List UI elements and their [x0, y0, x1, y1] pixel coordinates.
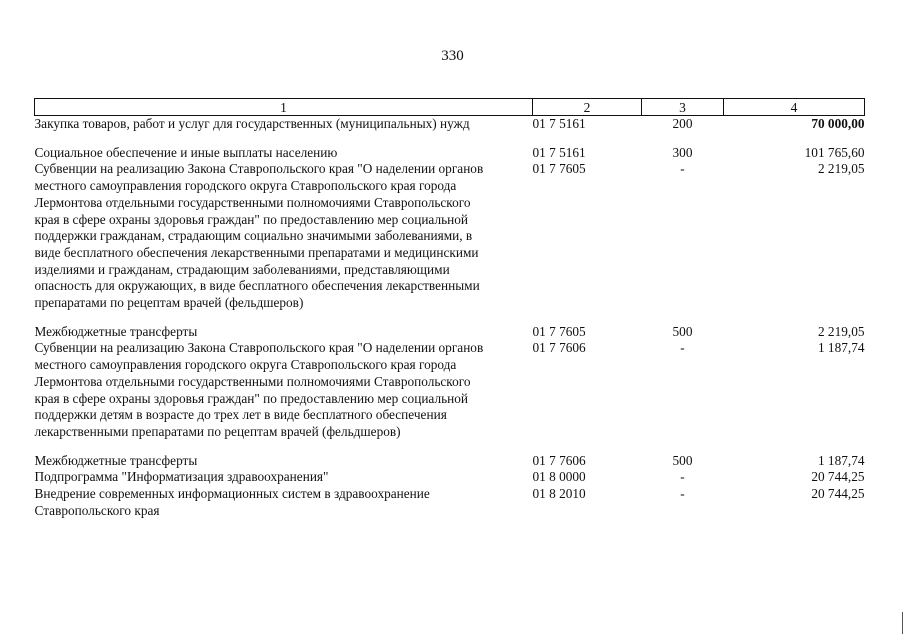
table-header	[35, 99, 865, 116]
row-name-line: лекарственными препаратами по рецептам врачей (фельдшеров)	[34, 423, 401, 439]
row-code: 01 7 7605	[532, 161, 586, 177]
row-name-line: препаратами по рецептам врачей (фельдшеров)	[34, 295, 304, 311]
row-name-line: поддержки гражданам, страдающим социально значимыми заболеваниями, в	[34, 228, 473, 244]
row-type: 200	[672, 116, 693, 131]
row-type: 300	[672, 144, 693, 160]
row-type: -	[680, 340, 685, 356]
column-header-4: 4	[724, 99, 865, 116]
table-row	[35, 161, 865, 311]
column-header-1: 1	[35, 99, 533, 116]
table-row	[35, 486, 865, 519]
row-type: -	[680, 161, 685, 177]
row-code: 01 7 5161	[532, 144, 586, 160]
row-name-line: Внедрение современных информационных систем в здравоохранение	[34, 486, 430, 502]
table-row	[35, 469, 865, 486]
row-name-line: Субвенции на реализацию Закона Ставропольского края "О наделении органов	[34, 340, 484, 356]
row-type: -	[680, 469, 685, 485]
row-name: Межбюджетные трансферты	[34, 452, 198, 468]
row-name-line: края в сфере охраны здоровья граждан" по предоставлению мер социальной	[34, 211, 469, 227]
row-sum: 2 219,05	[817, 323, 865, 339]
header-row	[35, 99, 865, 116]
budget-table	[34, 98, 865, 519]
row-type: 500	[672, 323, 693, 339]
scan-edge-mark	[902, 612, 903, 634]
row-type: 500	[672, 452, 693, 468]
row-sum: 1 187,74	[817, 452, 865, 468]
row-name-line: виде бесплатного обеспечения лекарственными препаратами и медицинскими	[34, 244, 479, 260]
row-name	[35, 161, 533, 311]
table-row	[35, 145, 865, 162]
row-sum: 1 187,74	[817, 340, 865, 356]
table-row	[35, 324, 865, 341]
row-code: 01 7 5161	[532, 116, 586, 131]
row-code: 01 7 7605	[532, 323, 586, 339]
table-row	[35, 340, 865, 440]
row-name	[35, 486, 533, 519]
row-name-line: местного самоуправления городского округа Ставропольского края города	[34, 178, 457, 194]
row-name: Межбюджетные трансферты	[34, 323, 198, 339]
row-type: -	[680, 486, 685, 502]
row-name-line: края в сфере охраны здоровья граждан" по предоставлению мер социальной	[34, 390, 469, 406]
row-spacer	[35, 441, 865, 453]
table-body	[35, 116, 865, 520]
row-name-line: Лермонтова отдельными государственными полномочиями Ставропольского	[34, 373, 471, 389]
row-name-line: Субвенции на реализацию Закона Ставропольского края "О наделении органов	[34, 161, 484, 177]
row-code: 01 8 0000	[532, 469, 586, 485]
row-name-line: местного самоуправления городского округа Ставропольского края города	[34, 357, 457, 373]
table-row	[35, 116, 865, 133]
row-sum: 70 000,00	[811, 116, 865, 131]
row-name: Социальное обеспечение и иные выплаты населению	[34, 144, 338, 160]
table-row	[35, 453, 865, 470]
page-number: 330	[441, 48, 464, 64]
row-name-line: опасность для окружающих, в виде бесплатного обеспечения лекарственными	[34, 278, 480, 294]
row-spacer	[35, 133, 865, 145]
column-header-3: 3	[642, 99, 724, 116]
row-name-line: изделиями и гражданам, страдающим заболеваниями, представляющими	[34, 261, 450, 277]
row-sum: 20 744,25	[811, 486, 865, 502]
row-code: 01 8 2010	[532, 486, 586, 502]
row-spacer	[35, 312, 865, 324]
row-name-line: поддержки детям в возрасте до трех лет в виде бесплатного обеспечения	[34, 407, 447, 423]
row-name: Подпрограмма "Информатизация здравоохранения"	[34, 469, 329, 485]
row-sum: 20 744,25	[811, 469, 865, 485]
row-name-line: Лермонтова отдельными государственными полномочиями Ставропольского	[34, 194, 471, 210]
row-name-line: Ставропольского края	[34, 502, 160, 518]
row-name: Закупка товаров, работ и услуг для государственных (муниципальных) нужд	[34, 116, 470, 131]
row-code: 01 7 7606	[532, 452, 586, 468]
column-header-2: 2	[533, 99, 642, 116]
row-name	[35, 340, 533, 440]
row-code: 01 7 7606	[532, 340, 586, 356]
row-sum: 101 765,60	[804, 144, 865, 160]
row-sum: 2 219,05	[817, 161, 865, 177]
